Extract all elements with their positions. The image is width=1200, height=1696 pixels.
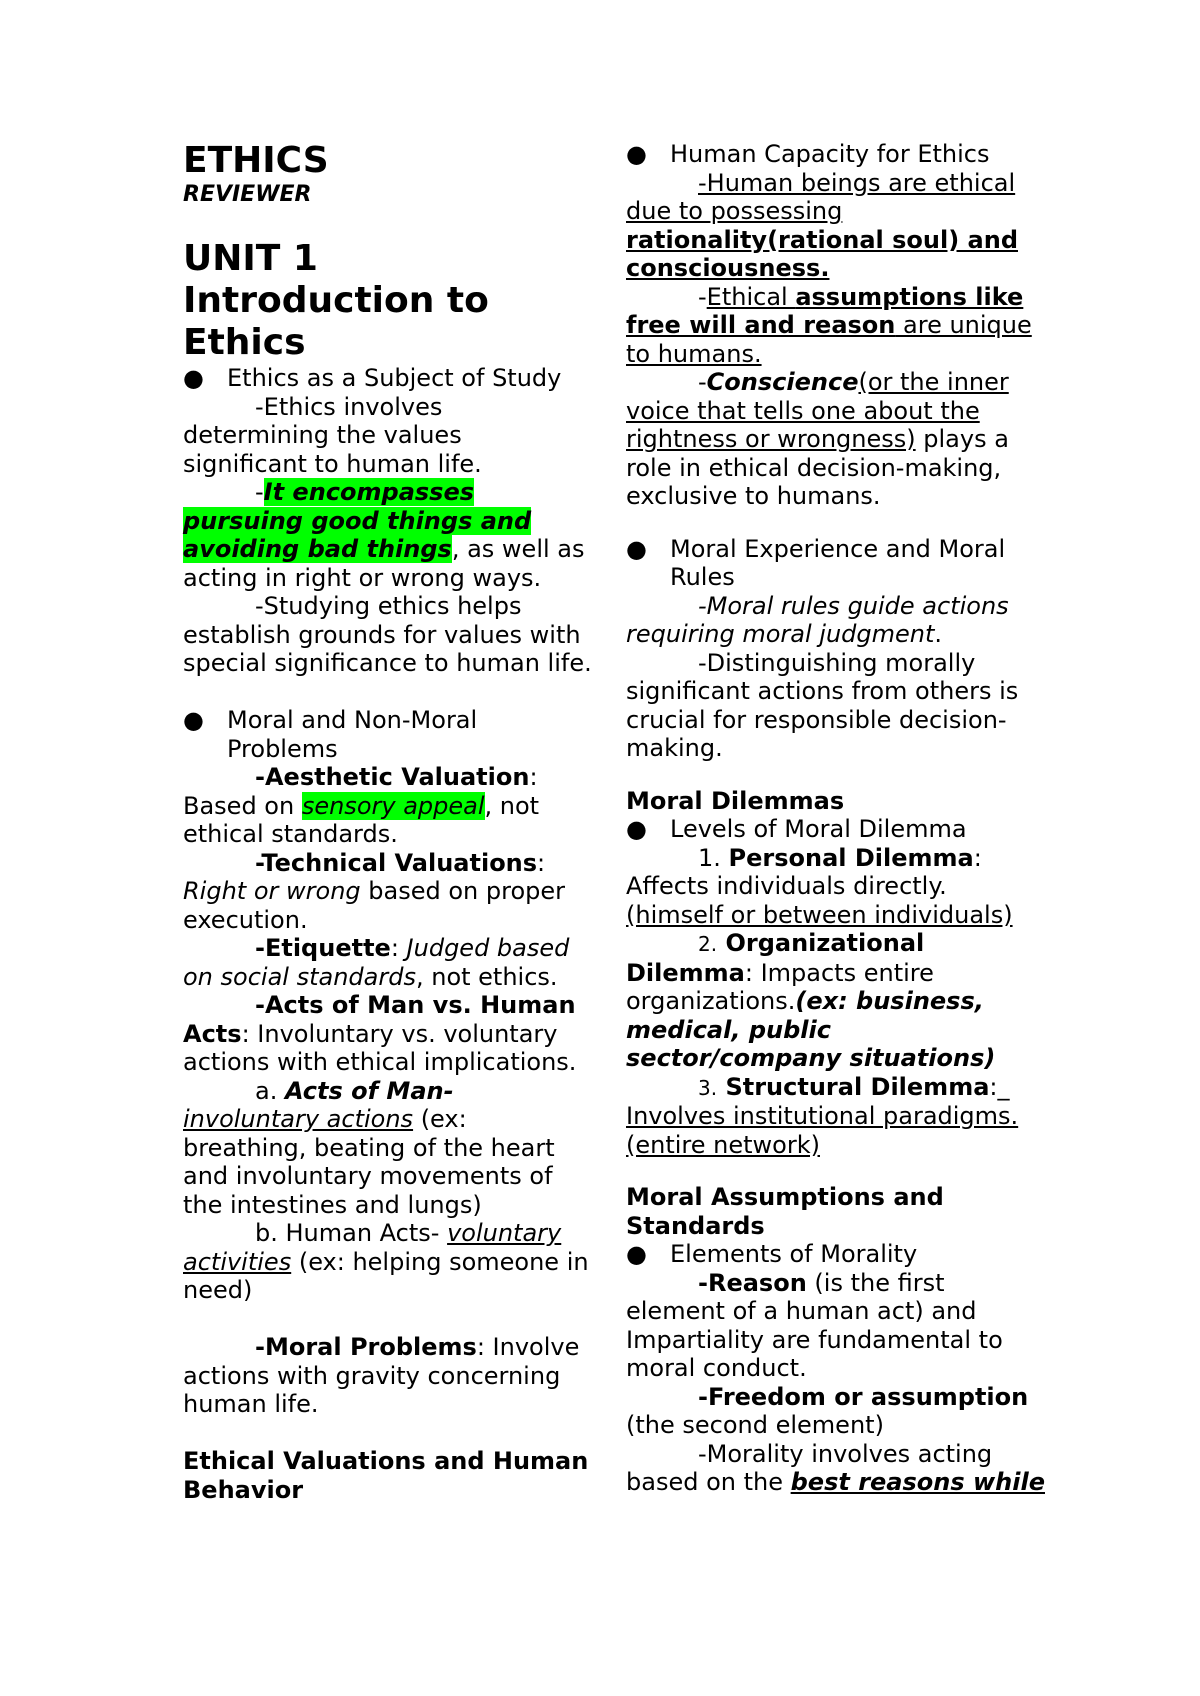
highlighted-text: It encompasses pursuing good things and avoiding bad things: [183, 478, 532, 563]
paragraph: -Ethical assumptions like free will and reason are unique to humans.: [626, 282, 1032, 368]
left-column: [183, 140, 593, 1504]
paragraph: -Moral rules guide actions requiring moral judgment.: [626, 591, 1009, 648]
bullet-moral-experience: [626, 535, 1046, 592]
unit-heading: [183, 238, 593, 364]
unit-title-line: Introduction to: [183, 280, 489, 321]
unit-title-line: Ethics: [183, 322, 306, 363]
bullet-dot-icon: ●: [626, 140, 647, 168]
paragraph: -Technical Valuations: Right or wrong based on proper execution.: [183, 848, 565, 934]
bullet-heading: Moral and Non-Moral Problems: [227, 706, 478, 763]
paragraph: 2. Organizational Dilemma: Impacts entire organizations.(ex: business, medical, public sector/company situations): [626, 929, 996, 1072]
paragraph: -It encompasses pursuing good things and avoiding bad things, as well as acting in right or wrong ways.: [183, 478, 585, 592]
paragraph: b. Human Acts- voluntary activities (ex: helping someone in need): [183, 1219, 589, 1304]
section-heading: Moral Assumptions and Standards: [626, 1183, 944, 1240]
paragraph: -Morality involves acting based on the best reasons while: [626, 1439, 1045, 1496]
paragraph: 1. Personal Dilemma: Affects individuals directly. (himself or between individuals): [626, 843, 1013, 929]
section-heading: Ethical Valuations and Human Behavior: [183, 1447, 589, 1504]
paragraph: -Studying ethics helps establish grounds for values with special significance to human life.: [183, 592, 592, 677]
section-heading: Moral Dilemmas: [626, 786, 845, 815]
document-title: ETHICS: [183, 140, 329, 181]
bullet-human-capacity: [626, 140, 1046, 169]
paragraph: -Etiquette: Judged based on social standards, not ethics.: [183, 934, 570, 991]
paragraph: -Conscience(or the inner voice that tells one about the rightness or wrongness) plays a role in ethical decision-making, exclusive to humans.: [626, 368, 1009, 510]
bullet-dot-icon: ●: [626, 534, 647, 563]
bullet-ethics-subject: [183, 364, 593, 393]
document-subtitle: REVIEWER: [183, 182, 312, 207]
paragraph: a. Acts of Man- involuntary actions (ex: breathing, beating of the heart and involuntary movements of the intestines and lungs): [183, 1076, 555, 1219]
bullet-heading: Levels of Moral Dilemma: [670, 815, 967, 843]
bullet-moral-nonmoral: [183, 706, 593, 763]
bullet-dot-icon: ●: [183, 364, 204, 392]
bullet-heading: Elements of Morality: [670, 1240, 918, 1268]
paragraph: -Human beings are ethical due to possessing rationality(rational soul) and consciousness.: [626, 168, 1018, 282]
paragraph: 3. Structural Dilemma:_ Involves institutional paradigms. (entire network): [626, 1072, 1019, 1159]
bullet-dot-icon: ●: [626, 815, 647, 843]
paragraph: -Aesthetic Valuation: Based on sensory appeal, not ethical standards.: [183, 763, 540, 848]
paragraph: -Acts of Man vs. Human Acts: Involuntary vs. voluntary actions with ethical implications.: [183, 991, 577, 1076]
bullet-dot-icon: ●: [626, 1240, 647, 1268]
paragraph: -Moral Problems: Involve actions with gravity concerning human life.: [183, 1333, 580, 1418]
bullet-heading: Ethics as a Subject of Study: [227, 364, 562, 392]
paragraph: -Freedom or assumption (the second element): [626, 1382, 1029, 1439]
paragraph: -Ethics involves determining the values significant to human life.: [183, 392, 482, 478]
bullet-dot-icon: ●: [183, 706, 204, 734]
paragraph: -Reason (is the first element of a human act) and Impartiality are fundamental to moral conduct.: [626, 1268, 1003, 1382]
paragraph: -Distinguishing morally significant actions from others is crucial for responsible decision-making.: [626, 648, 1019, 762]
bullet-levels-dilemma: [626, 815, 1046, 844]
right-column: [626, 140, 1046, 1497]
bullet-heading: Moral Experience and Moral Rules: [670, 534, 1006, 591]
highlighted-text: sensory appeal: [301, 791, 485, 820]
bullet-elements-morality: [626, 1240, 1046, 1269]
bullet-heading: Human Capacity for Ethics: [670, 140, 990, 168]
unit-number: UNIT 1: [183, 238, 318, 279]
